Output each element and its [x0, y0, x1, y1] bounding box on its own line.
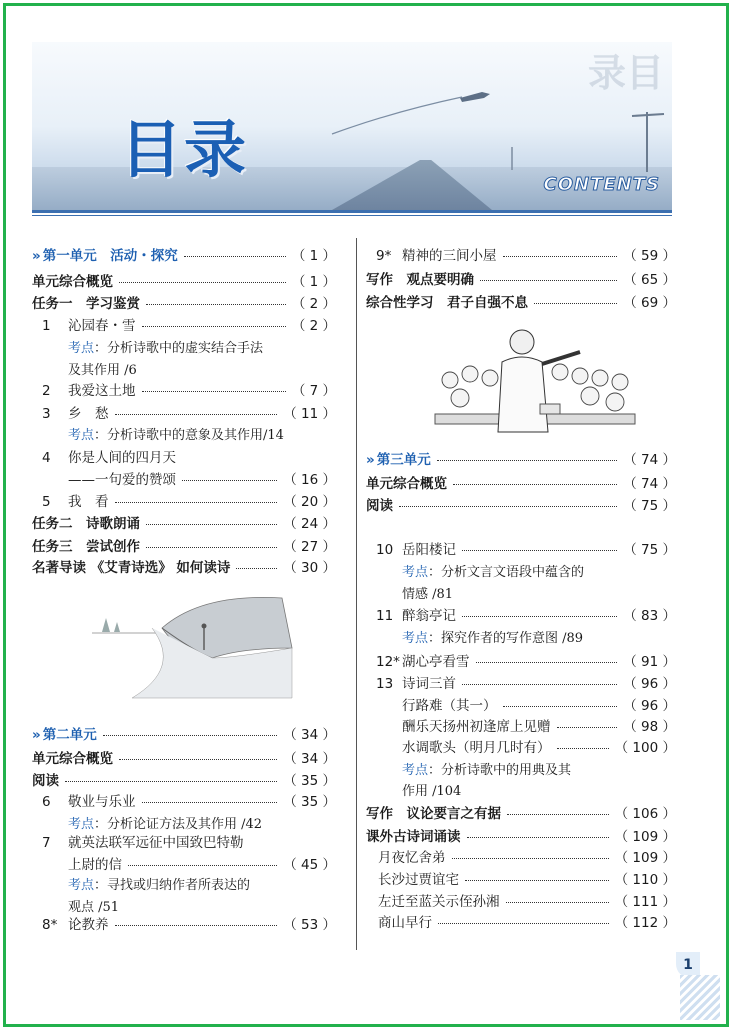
lesson-title [42, 448, 176, 468]
page-ref: （ 69 ） [623, 295, 676, 311]
exam-point-text: ：寻找或归纳作者所表达的 [94, 878, 251, 893]
lesson-title [376, 652, 470, 672]
page-ref: （ 109 ） [614, 829, 676, 845]
exam-point-label: 考点 [402, 565, 429, 580]
dot-leader [437, 460, 618, 461]
page-ref: （ 2 ） [291, 318, 336, 334]
lesson-title [42, 316, 136, 336]
dot-leader [146, 304, 286, 305]
lesson-label: 湖心亭看雪 [402, 654, 470, 670]
page-ref: （ 24 ） [283, 516, 336, 532]
toc-entry [366, 450, 676, 470]
toc-entry [366, 606, 676, 626]
exam-point [402, 563, 584, 583]
lesson-label: 乡 愁 [68, 406, 109, 422]
exam-point [402, 761, 571, 781]
arrow-icon: » [32, 248, 41, 264]
arrow-icon: » [366, 452, 375, 468]
exam-point-cont: 情感 /81 [402, 587, 454, 602]
lesson-label: 精神的三间小屋 [402, 248, 497, 264]
toc-entry [366, 738, 676, 758]
toc-entry [366, 761, 676, 781]
page-ref: （ 35 ） [283, 773, 336, 789]
page-ref: （ 74 ） [623, 452, 676, 468]
unit-title: 第一单元 活动・探究 [42, 248, 178, 264]
lesson-label: 就英法联军远征中国致巴特勒 [68, 835, 244, 851]
lesson-number: 7 [42, 835, 51, 851]
poem-title: 长沙过贾谊宅 [378, 872, 459, 888]
page-ref: （ 83 ） [623, 608, 676, 624]
page-ref: （ 96 ） [623, 698, 676, 714]
section-title: 任务二 诗歌朗诵 [32, 516, 140, 532]
page-ref: （ 35 ） [283, 794, 336, 810]
page-ref: （ 112 ） [614, 915, 676, 931]
header-rule [32, 210, 672, 213]
dot-leader [103, 735, 278, 736]
dot-leader [65, 781, 277, 782]
lesson-title [376, 606, 456, 626]
dot-leader [115, 414, 278, 415]
toc-entry [32, 381, 336, 401]
sub-title: 酬乐天扬州初逢席上见赠 [402, 719, 551, 735]
page-ref: （ 34 ） [283, 751, 336, 767]
exam-point-label: 考点 [68, 428, 95, 443]
dot-leader [184, 256, 286, 257]
toc-entry [32, 876, 336, 896]
lesson-number: 8* [42, 917, 58, 933]
dot-leader [462, 616, 617, 617]
toc-entry [32, 426, 336, 446]
section-title: 单元综合概览 [32, 274, 113, 290]
lesson-number: 1 [42, 318, 51, 334]
toc-entry [366, 848, 676, 868]
lesson-label: 你是人间的四月天 [68, 450, 176, 466]
toc-entry [32, 361, 336, 381]
exam-point-label: 考点 [68, 341, 95, 356]
lesson-label: 我爱这土地 [68, 383, 136, 399]
coastline-illustration [92, 588, 302, 708]
page-title: 目录 [120, 113, 249, 186]
toc-entry [366, 674, 676, 694]
exam-point-text: ：分析文言文语段中蕴含的 [428, 565, 585, 580]
page-ref: （ 91 ） [623, 654, 676, 670]
exam-point-cont: 及其作用 /6 [68, 363, 137, 378]
toc-entry [32, 470, 336, 490]
toc-entry [366, 827, 676, 847]
dot-leader [119, 759, 277, 760]
exam-point-cont: 作用 /104 [402, 784, 462, 799]
dot-leader [476, 662, 618, 663]
toc-entry [32, 404, 336, 424]
exam-point-text: ：分析诗歌中的虚实结合手法 [94, 341, 264, 356]
dot-leader [506, 902, 609, 903]
lesson-number: 5 [42, 494, 51, 510]
toc-entry [366, 696, 676, 716]
dot-leader [503, 706, 618, 707]
unit-heading [32, 725, 97, 745]
section-title: 单元综合概览 [366, 476, 447, 492]
page-ref: （ 106 ） [614, 806, 676, 822]
toc-entry [32, 725, 336, 745]
page-ref: （ 16 ） [283, 472, 336, 488]
page-ref: （ 100 ） [614, 740, 676, 756]
section-title: 任务三 尝试创作 [32, 539, 140, 555]
lesson-number: 9* [376, 248, 392, 264]
dot-leader [142, 802, 278, 803]
page-ref: （ 98 ） [623, 719, 676, 735]
lesson-number: 12* [376, 654, 400, 670]
toc-entry [366, 496, 676, 516]
page-ref: （ 1 ） [291, 248, 336, 264]
dot-leader [480, 280, 617, 281]
lesson-label: 诗词三首 [402, 676, 456, 692]
section-title: 阅读 [32, 773, 59, 789]
toc-entry [32, 855, 336, 875]
lesson-number: 11 [376, 608, 394, 624]
unit-title: 第二单元 [42, 727, 97, 743]
contents-label: CONTENTS [543, 174, 660, 195]
lesson-label: 敬业与乐业 [68, 794, 136, 810]
section-title: 写作 议论要言之有据 [366, 806, 501, 822]
toc-entry [366, 652, 676, 672]
exam-point [68, 426, 284, 446]
lesson-number: 2 [42, 383, 51, 399]
unit-heading [32, 246, 178, 266]
lesson-number: 6 [42, 794, 51, 810]
lesson-title [42, 833, 244, 853]
page-ref: （ 96 ） [623, 676, 676, 692]
exam-point [68, 815, 262, 835]
section-title: 名著导读 《艾青诗选》 如何读诗 [32, 560, 231, 576]
lesson-number: 4 [42, 450, 51, 466]
toc-entry [32, 915, 336, 935]
section-title: 任务一 学习鉴赏 [32, 296, 140, 312]
page-ref: （ 59 ） [623, 248, 676, 264]
sub-title: 行路难（其一） [402, 698, 497, 714]
page-ref: （ 7 ） [291, 383, 336, 399]
lesson-title [42, 792, 136, 812]
section-title: 单元综合概览 [32, 751, 113, 767]
page-ref: （ 2 ） [291, 296, 336, 312]
sub-title: 水调歌头（明月几时有） [402, 740, 551, 756]
page-ref: （ 45 ） [283, 857, 336, 873]
dot-leader [462, 684, 617, 685]
exam-point [68, 339, 263, 359]
toc-entry [32, 294, 336, 314]
page-ref: （ 27 ） [283, 539, 336, 555]
toc-entry [366, 913, 676, 933]
exam-point-text: ：分析诗歌中的用典及其 [428, 763, 572, 778]
toc-entry [32, 537, 336, 557]
exam-point-text: ：探究作者的写作意图 /89 [428, 631, 584, 646]
exam-point-label: 考点 [68, 878, 95, 893]
toc-entry [366, 293, 676, 313]
page-ref: （ 1 ） [291, 274, 336, 290]
header-rule-thin [32, 215, 672, 216]
toc-entry [32, 792, 336, 812]
dot-leader [438, 923, 609, 924]
lesson-label: 论教养 [68, 917, 109, 933]
lesson-title [376, 674, 456, 694]
page-ref: （ 111 ） [614, 894, 676, 910]
section-title: 综合性学习 君子自强不息 [366, 295, 528, 311]
exam-point-label: 考点 [402, 763, 429, 778]
classroom-illustration [430, 322, 640, 442]
exam-point-cont: 观点 /51 [68, 900, 120, 915]
lesson-label: 岳阳楼记 [402, 542, 456, 558]
dot-leader [534, 303, 617, 304]
dot-leader [119, 282, 286, 283]
page-ref: （ 110 ） [614, 872, 676, 888]
dot-leader [507, 814, 609, 815]
toc-entry [32, 448, 336, 468]
exam-point-text: ：分析诗歌中的意象及其作用/14 [94, 428, 284, 443]
dot-leader [399, 506, 617, 507]
header-watermark: 录目 [587, 51, 664, 95]
lesson-title [42, 915, 109, 935]
lesson-label: 我 看 [68, 494, 109, 510]
dot-leader [465, 880, 609, 881]
page-ref: （ 75 ） [623, 498, 676, 514]
toc-entry [366, 892, 676, 912]
lesson-title [42, 404, 109, 424]
toc-entry [366, 540, 676, 560]
sub-title: ——一句爱的赞颂 [68, 472, 176, 488]
dot-leader [557, 727, 618, 728]
unit-title: 第三单元 [376, 452, 431, 468]
toc-entry [366, 246, 676, 266]
toc-entry [366, 782, 676, 802]
dot-leader [115, 925, 278, 926]
dot-leader [236, 568, 277, 569]
exam-point-label: 考点 [402, 631, 429, 646]
dot-leader [557, 748, 609, 749]
dot-leader [453, 484, 617, 485]
toc-entry [32, 833, 336, 853]
dot-leader [182, 480, 277, 481]
toc-entry [366, 585, 676, 605]
poem-title: 左迁至蓝关示侄孙湘 [378, 894, 500, 910]
exam-point [402, 629, 583, 649]
header-banner [32, 42, 672, 210]
dot-leader [142, 326, 286, 327]
toc-entry [32, 815, 336, 835]
section-title: 写作 观点要明确 [366, 272, 474, 288]
dot-leader [128, 865, 277, 866]
page-ref: （ 109 ） [614, 850, 676, 866]
lesson-title [42, 381, 136, 401]
lesson-label: 沁园春・雪 [68, 318, 136, 334]
dot-leader [146, 547, 277, 548]
lesson-number: 10 [376, 542, 394, 558]
page-ref: （ 65 ） [623, 272, 676, 288]
poem-title: 商山早行 [378, 915, 432, 931]
toc-entry [366, 563, 676, 583]
page-number: 1 [676, 952, 700, 978]
dot-leader [452, 858, 609, 859]
toc-entry [32, 514, 336, 534]
lesson-label: 醉翁亭记 [402, 608, 456, 624]
dot-leader [503, 256, 618, 257]
page-ref: （ 74 ） [623, 476, 676, 492]
arrow-icon: » [32, 727, 41, 743]
exam-point-label: 考点 [68, 817, 95, 832]
toc-entry [366, 717, 676, 737]
toc-entry [32, 272, 336, 292]
toc-entry [32, 749, 336, 769]
toc-entry [366, 474, 676, 494]
lesson-title [376, 540, 456, 560]
toc-entry [366, 270, 676, 290]
lesson-title [376, 246, 497, 266]
dot-leader [462, 550, 617, 551]
dot-leader [115, 502, 278, 503]
toc-entry [366, 629, 676, 649]
column-divider [356, 238, 357, 950]
page-ref: （ 11 ） [283, 406, 336, 422]
toc-entry [32, 771, 336, 791]
poem-title: 月夜忆舍弟 [378, 850, 446, 866]
lesson-number: 3 [42, 406, 51, 422]
toc-entry [32, 339, 336, 359]
lesson-title [42, 492, 109, 512]
sub-title: 上尉的信 [68, 857, 122, 873]
page-ref: （ 53 ） [283, 917, 336, 933]
toc-entry [366, 804, 676, 824]
toc-entry [32, 316, 336, 336]
dot-leader [467, 837, 609, 838]
toc-entry [32, 246, 336, 266]
lesson-number: 13 [376, 676, 394, 692]
toc-entry [32, 558, 336, 578]
corner-decoration [680, 975, 720, 1020]
unit-heading [366, 450, 431, 470]
dot-leader [146, 524, 277, 525]
toc-entry [366, 870, 676, 890]
dot-leader [142, 391, 286, 392]
page-ref: （ 20 ） [283, 494, 336, 510]
exam-point-text: ：分析论证方法及其作用 /42 [94, 817, 263, 832]
page-ref: （ 30 ） [283, 560, 336, 576]
section-title: 课外古诗词诵读 [366, 829, 461, 845]
toc-entry [32, 492, 336, 512]
page-ref: （ 34 ） [283, 727, 336, 743]
page-ref: （ 75 ） [623, 542, 676, 558]
exam-point [68, 876, 250, 896]
section-title: 阅读 [366, 498, 393, 514]
